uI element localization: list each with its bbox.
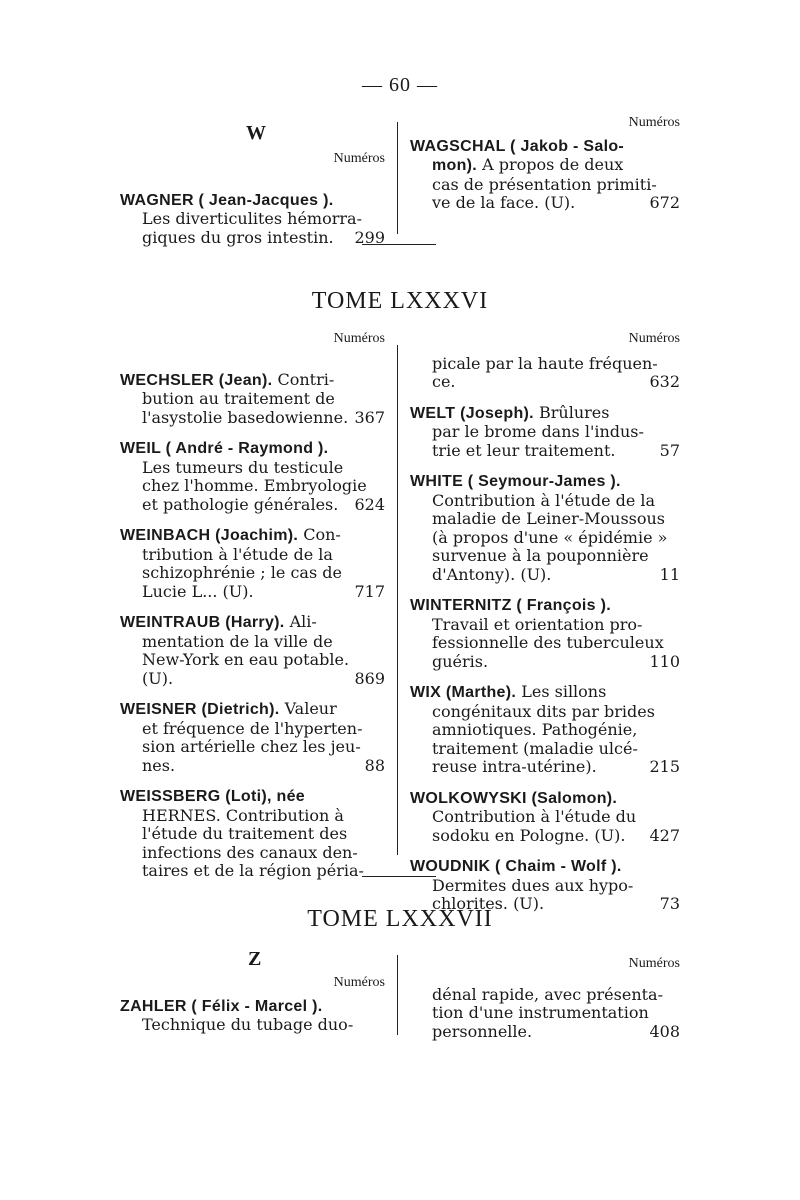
entry-title-line: amniotiques. Pathogénie, <box>432 720 638 739</box>
entry-title-line: Les diverticulites hémorra- <box>142 209 362 228</box>
author-name: ZAHLER ( Félix - Marcel ). <box>120 997 323 1015</box>
entry-title-line: trie et leur traitement. <box>432 440 616 460</box>
index-entry <box>410 404 680 461</box>
entry-title-line: tribution à l'étude de la <box>142 544 333 564</box>
entry-title-line: et pathologie générales. <box>142 494 339 514</box>
tome-lxxxvii-title: TOME LXXXVII <box>307 906 493 932</box>
entry-title-line: reuse intra-utérine). <box>432 757 597 776</box>
entry-title-line: traitement (maladie ulcé- <box>432 738 638 758</box>
entry-title-line: Contribution à l'étude du <box>432 807 637 826</box>
entry-title-line: ce. <box>432 372 456 391</box>
numeros-header: Numéros <box>333 151 385 166</box>
index-entry <box>410 986 680 1042</box>
entry-title-start: Contri- <box>277 369 335 389</box>
tome-lxxxvi-title: TOME LXXXVI <box>311 288 489 314</box>
author-name: WOLKOWYSKI (Salomon). <box>410 789 618 807</box>
author-name: WIX (Marthe). <box>410 684 517 701</box>
entry-title-line: nes. <box>142 755 176 775</box>
entry-title-line: A propos de deux <box>482 155 624 174</box>
entry-number: 367 <box>354 407 385 427</box>
section-letter-w: W <box>246 122 266 144</box>
entry-number: 632 <box>649 372 680 391</box>
entry-title-line: ve de la face. (U). <box>432 193 576 212</box>
index-entry <box>410 137 680 213</box>
entry-title-line: et fréquence de l'hyperten- <box>142 718 363 738</box>
entry-title-line: (U). <box>142 668 174 688</box>
column-divider <box>397 955 398 1035</box>
author-name-continued: mon). <box>432 157 478 174</box>
numeros-header: Numéros <box>628 956 680 971</box>
entry-title-line: HERNES. Contribution à <box>142 805 344 825</box>
entry-title-line: l'asystolie basedowienne. <box>142 407 349 427</box>
author-name: WEINTRAUB (Harry). <box>120 614 285 631</box>
entry-title-start: Les sillons <box>521 682 607 701</box>
column-divider <box>397 345 398 855</box>
author-name: WELT (Joseph). <box>410 404 534 422</box>
entry-number: 215 <box>649 757 680 776</box>
entry-number: 110 <box>649 651 680 671</box>
numeros-header: Numéros <box>333 975 385 990</box>
entry-title-start: Con- <box>303 525 341 544</box>
author-name: WINTERNITZ ( François ). <box>410 597 611 614</box>
entry-title-line: congénitaux dits par brides <box>432 701 655 721</box>
entry-title-line: par le brome dans l'indus- <box>432 422 644 441</box>
index-entry <box>410 472 680 584</box>
index-entry <box>120 787 385 881</box>
entry-title-line: sion artérielle chez les jeu- <box>142 737 361 756</box>
tome-lxxxvii-right-column <box>410 955 680 1053</box>
entry-title-line: tion d'une instrumentation <box>432 1003 649 1022</box>
entry-number: 717 <box>354 581 385 601</box>
entry-number: 11 <box>659 564 680 584</box>
entry-number: 408 <box>649 1021 680 1041</box>
entry-number: 299 <box>354 227 385 247</box>
entry-title-line: infections des canaux den- <box>142 842 358 862</box>
index-entry <box>410 355 680 392</box>
index-entry <box>120 997 385 1035</box>
entry-title-line: guéris. <box>432 651 489 671</box>
index-entry <box>120 371 385 428</box>
author-name: WHITE ( Seymour-James ). <box>410 473 621 490</box>
index-entry <box>120 526 385 601</box>
entry-title-line: Technique du tubage duo- <box>142 1015 354 1034</box>
section-separator <box>362 876 436 877</box>
index-entry <box>120 613 385 688</box>
tome-lxxxvii-left-column <box>120 974 385 1047</box>
author-name: WAGSCHAL ( Jakob - Salo- <box>410 137 625 155</box>
entry-title-line: l'étude du traitement des <box>142 824 348 843</box>
author-name: WECHSLER (Jean). <box>120 371 273 389</box>
entry-title-line: taires et de la région péria- <box>142 861 364 880</box>
entry-title-line: schizophrénie ; le cas de <box>142 563 342 582</box>
section-separator <box>362 244 436 245</box>
numeros-header: Numéros <box>333 331 385 346</box>
entry-number: 869 <box>354 668 385 688</box>
entry-title-line: New-York en eau potable. <box>142 650 350 669</box>
index-entry <box>120 700 385 775</box>
entry-title-line: Contribution à l'étude de la <box>432 490 656 510</box>
entry-title-line: Les tumeurs du testicule <box>142 457 344 477</box>
entry-title-line: Travail et orientation pro- <box>432 614 643 634</box>
entry-number: 88 <box>364 755 385 775</box>
entry-title-line: Dermites dues aux hypo- <box>432 875 634 895</box>
index-entry <box>120 191 385 248</box>
entry-title-line: survenue à la pouponnière <box>432 546 649 565</box>
entry-title-line: giques du gros intestin. <box>142 227 334 247</box>
index-entry <box>410 789 680 846</box>
tome-lxxxvi-right-column <box>410 330 680 926</box>
entry-title-line: (à propos d'une « épidémie » <box>432 527 668 547</box>
entry-title-line: dénal rapide, avec présenta- <box>432 984 663 1004</box>
entry-title-line: personnelle. <box>432 1021 533 1041</box>
entry-title-start: Valeur <box>284 699 337 718</box>
author-name: WEINBACH (Joachim). <box>120 527 299 544</box>
tome-lxxxvi-left-column <box>120 330 385 893</box>
entry-title-line: mentation de la ville de <box>142 631 333 651</box>
entry-number: 57 <box>659 440 680 460</box>
author-name: WEIL ( André - Raymond ). <box>120 440 329 457</box>
page-number: — 60 — <box>362 74 438 96</box>
index-entry <box>410 683 680 777</box>
numeros-header: Numéros <box>628 331 680 346</box>
numeros-header: Numéros <box>628 115 680 130</box>
index-entry <box>120 439 385 514</box>
entry-title-line: d'Antony). (U). <box>432 564 552 584</box>
entry-number: 624 <box>354 494 385 514</box>
section-letter-z: Z <box>248 948 262 970</box>
entry-title-line: picale par la haute fréquen- <box>432 353 658 373</box>
author-name: WEISNER (Dietrich). <box>120 701 280 718</box>
entry-title-line: chlorites. (U). <box>432 894 545 913</box>
author-name: WOUDNIK ( Chaim - Wolf ). <box>410 858 622 875</box>
entry-title-line: cas de présentation primiti- <box>432 174 657 194</box>
w-right-column <box>410 114 680 225</box>
entry-number: 73 <box>659 894 680 913</box>
entry-title-line: Lucie L... (U). <box>142 581 254 601</box>
entry-number: 672 <box>649 193 680 212</box>
entry-title-line: chez l'homme. Embryologie <box>142 476 367 495</box>
entry-title-start: Ali- <box>289 612 317 631</box>
entry-number: 427 <box>649 825 680 845</box>
entry-title-line: fessionnelle des tuberculeux <box>432 633 664 652</box>
column-divider <box>397 122 398 234</box>
author-name: WEISSBERG (Loti), née <box>120 788 305 805</box>
entry-title-line: bution au traitement de <box>142 389 335 408</box>
author-name: WAGNER ( Jean-Jacques ). <box>120 191 334 209</box>
entry-title-line: maladie de Leiner-Moussous <box>432 509 666 528</box>
index-entry <box>410 596 680 671</box>
entry-title-start: Brûlures <box>539 402 610 422</box>
w-left-column <box>120 150 385 259</box>
entry-title-line: sodoku en Pologne. (U). <box>432 825 626 845</box>
